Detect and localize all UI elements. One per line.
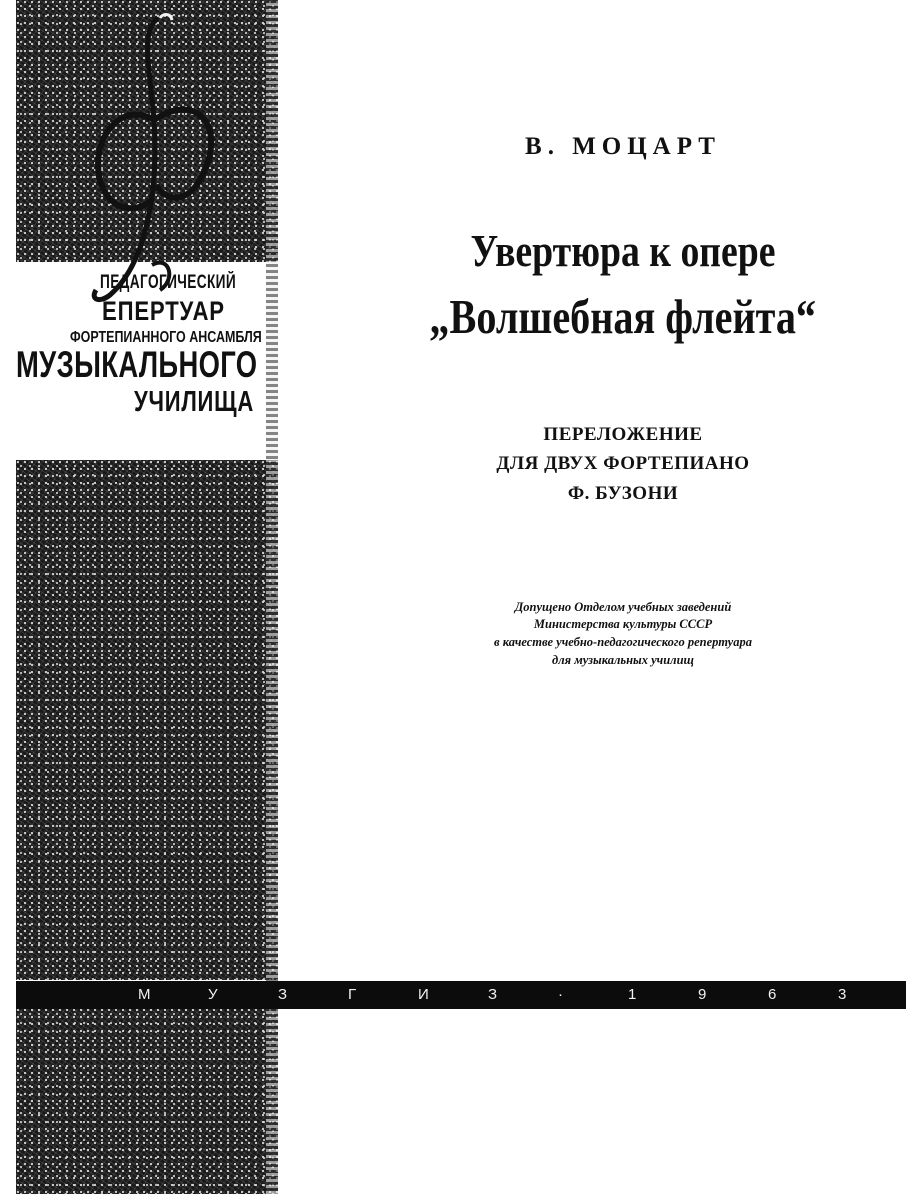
publisher-band-letter: · [558, 986, 563, 1003]
publisher-band-letter: З [278, 986, 288, 1003]
publisher-band-letter: Г [348, 986, 357, 1003]
publisher-band [16, 981, 906, 1009]
decorative-texture-bottom [16, 1008, 278, 1194]
publisher-band-letter: М [138, 986, 151, 1003]
publisher-band-letter: 6 [768, 986, 777, 1003]
series-line-1: ПЕДАГОГИЧЕСКИЙ [100, 272, 237, 293]
composer-name: В. МОЦАРТ [525, 133, 721, 160]
series-line-4: МУЗЫКАЛЬНОГО [16, 344, 258, 385]
arrangement-line-1: ПЕРЕЛОЖЕНИЕ [543, 424, 703, 445]
series-line-2: ЕПЕРТУАР [102, 296, 225, 326]
publisher-band-letter: 1 [628, 986, 637, 1003]
publisher-band-letter: 3 [838, 986, 847, 1003]
publisher-band-letter: З [488, 986, 498, 1003]
title-line-1: Увертюра к опере [470, 225, 776, 276]
decorative-texture-middle [16, 460, 278, 980]
publisher-band-letter: У [208, 986, 218, 1003]
series-sidebar [16, 0, 278, 1194]
approval-line-1: Допущено Отделом учебных заведений [514, 600, 732, 614]
publisher-band-letter: И [418, 986, 429, 1003]
approval-line-2: Министерства культуры СССР [533, 617, 713, 631]
title-line-2: „Волшебная флейта“ [429, 289, 817, 344]
arrangement-line-3: Ф. БУЗОНИ [567, 483, 679, 504]
approval-line-3: в качестве учебно-педагогического репертуара [494, 635, 752, 649]
publisher-band-letter: 9 [698, 986, 707, 1003]
series-logo-icon [80, 10, 240, 310]
series-line-5: УЧИЛИЩА [134, 386, 255, 418]
series-line-3: ФОРТЕПИАННОГО АНСАМБЛЯ [70, 329, 262, 346]
arrangement-line-2: ДЛЯ ДВУХ ФОРТЕПИАНО [496, 453, 750, 474]
sidebar-edge [266, 0, 278, 1194]
approval-line-4: для музыкальных училищ [552, 653, 694, 667]
